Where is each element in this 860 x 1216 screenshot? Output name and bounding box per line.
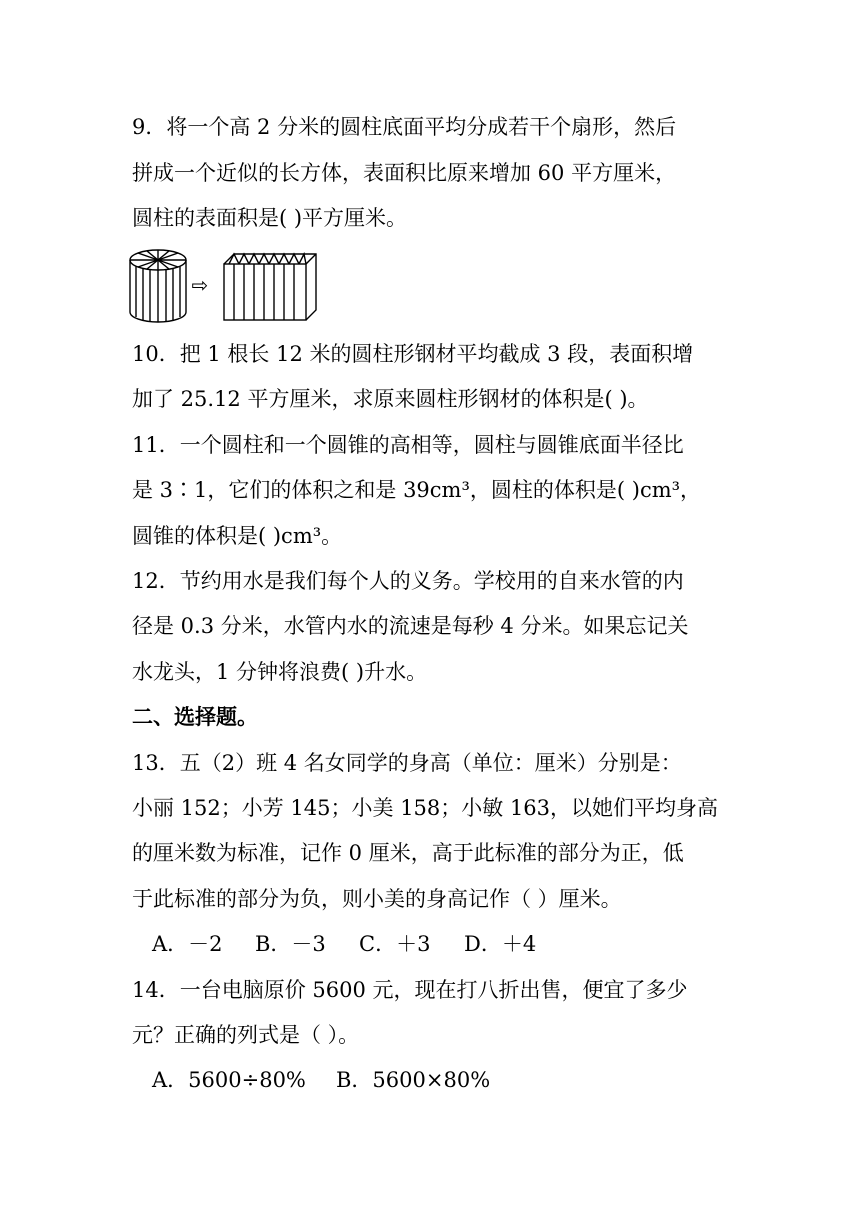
q11-line-1: 11．一个圆柱和一个圆锥的高相等，圆柱与圆锥底面半径比 (132, 433, 684, 457)
q9-cylinder-to-cuboid-figure (128, 240, 328, 330)
q13-option-c: C．＋3 (359, 932, 431, 956)
q11-line-2: 是 3∶1，它们的体积之和是 39cm³，圆柱的体积是( )cm³， (132, 478, 702, 502)
section-heading: 二、选择题。 (132, 705, 258, 729)
q14-line-1: 14．一台电脑原价 5600 元，现在打八折出售，便宜了多少 (132, 978, 688, 1002)
arrow-icon: ⇨ (191, 273, 209, 297)
q13-line-3: 的厘米数为标准，记作 0 厘米，高于此标准的部分为正，低 (132, 841, 684, 865)
cuboid-shape (224, 254, 316, 320)
cylinder-shape (130, 250, 186, 322)
q13-line-1: 13．五（2）班 4 名女同学的身高（单位：厘米）分别是： (132, 751, 682, 775)
q14-option-b: B．5600×80% (336, 1068, 491, 1092)
q13-line-2: 小丽 152；小芳 145；小美 158；小敏 163，以她们平均身高 (132, 796, 719, 820)
q14-option-a: A．5600÷80% (152, 1068, 306, 1092)
q12-line-2: 径是 0.3 分米，水管内水的流速是每秒 4 分米。如果忘记关 (132, 614, 689, 638)
q9-line-3: 圆柱的表面积是( )平方厘米。 (132, 206, 408, 230)
q10-line-1: 10．把 1 根长 12 米的圆柱形钢材平均截成 3 段，表面积增 (132, 342, 694, 366)
q14-options (0, 1065, 860, 1095)
q9-line-1: 9．将一个高 2 分米的圆柱底面平均分成若干个扇形，然后 (132, 115, 677, 139)
q13-options (0, 929, 860, 959)
q12-line-3: 水龙头，1 分钟将浪费( )升水。 (132, 660, 428, 684)
q13-option-b: B．－3 (255, 932, 326, 956)
q11-line-3: 圆锥的体积是( )cm³。 (132, 524, 343, 548)
q14-line-2: 元？正确的列式是（ ）。 (132, 1023, 360, 1047)
q13-line-4: 于此标准的部分为负，则小美的身高记作（ ）厘米。 (132, 887, 622, 911)
q10-line-2: 加了 25.12 平方厘米，求原来圆柱形钢材的体积是( )。 (132, 387, 649, 411)
q12-line-1: 12．节约用水是我们每个人的义务。学校用的自来水管的内 (132, 569, 684, 593)
q9-line-2: 拼成一个近似的长方体，表面积比原来增加 60 平方厘米， (132, 161, 677, 185)
q13-option-a: A．－2 (152, 932, 223, 956)
q13-option-d: D．＋4 (464, 932, 537, 956)
